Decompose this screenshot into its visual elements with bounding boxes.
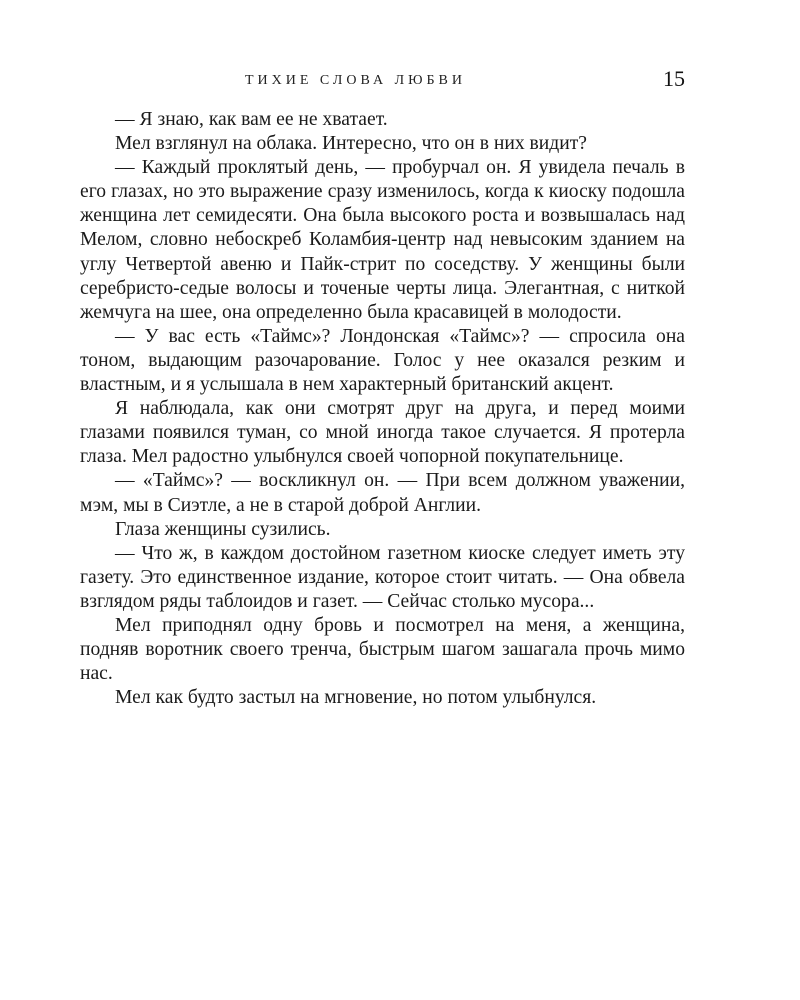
paragraph: — Каждый проклятый день, — пробурчал он. Я увидела печаль в его глазах, но это выражение сразу изменилось, когда к киоску подошла женщина лет семидесяти. Она была высокого роста и возвышалась над Мелом, словно небоскреб Коламбия-центр над невысоким зданием на углу Четвертой авеню и Пайк-стрит по соседству. У женщины были серебристо-седые волосы и точеные черты лица. Элегантная, с ниткой жемчуга на шее, она определенно была красавицей в молодости. bbox=[80, 157, 685, 323]
running-title: ТИХИЕ СЛОВА ЛЮБВИ bbox=[245, 73, 466, 88]
paragraph: — Я знаю, как вам ее не хватает. bbox=[115, 109, 388, 130]
paragraph: Глаза женщины сузились. bbox=[115, 518, 331, 540]
running-head bbox=[80, 68, 685, 92]
paragraph: — У вас есть «Таймс»? Лондонская «Таймс»? — спросила она тоном, выдающим разочарование. Голос у нее оказался резким и властным, и я услышала в нем характерный британский акцент. bbox=[80, 325, 685, 396]
paragraph: — «Таймс»? — воскликнул он. — При всем должном уважении, мэм, мы в Сиэтле, а не в старой доброй Англии. bbox=[80, 470, 685, 516]
paragraph: Мел взглянул на облака. Интересно, что он в них видит? bbox=[115, 133, 587, 155]
paragraph: Мел как будто застыл на мгновение, но потом улыбнулся. bbox=[115, 687, 597, 709]
paragraph: Мел приподнял одну бровь и посмотрел на меня, а женщина, подняв воротник своего тренча, быстрым шагом зашагала прочь мимо нас. bbox=[80, 614, 685, 685]
page-number: 15 bbox=[663, 66, 685, 91]
paragraph: — Что ж, в каждом достойном газетном киоске следует иметь эту газету. Это единственное издание, которое стоит читать. — Она обвела взглядом ряды таблоидов и газет. — Сейчас столько мусора... bbox=[80, 542, 685, 612]
body-text bbox=[80, 108, 685, 710]
book-page bbox=[80, 0, 685, 1000]
paragraph: Я наблюдала, как они смотрят друг на друга, и перед моими глазами появился туман, со мной иногда такое случается. Я протерла глаза. Мел радостно улыбнулся своей чопорной покупательнице. bbox=[80, 398, 685, 468]
